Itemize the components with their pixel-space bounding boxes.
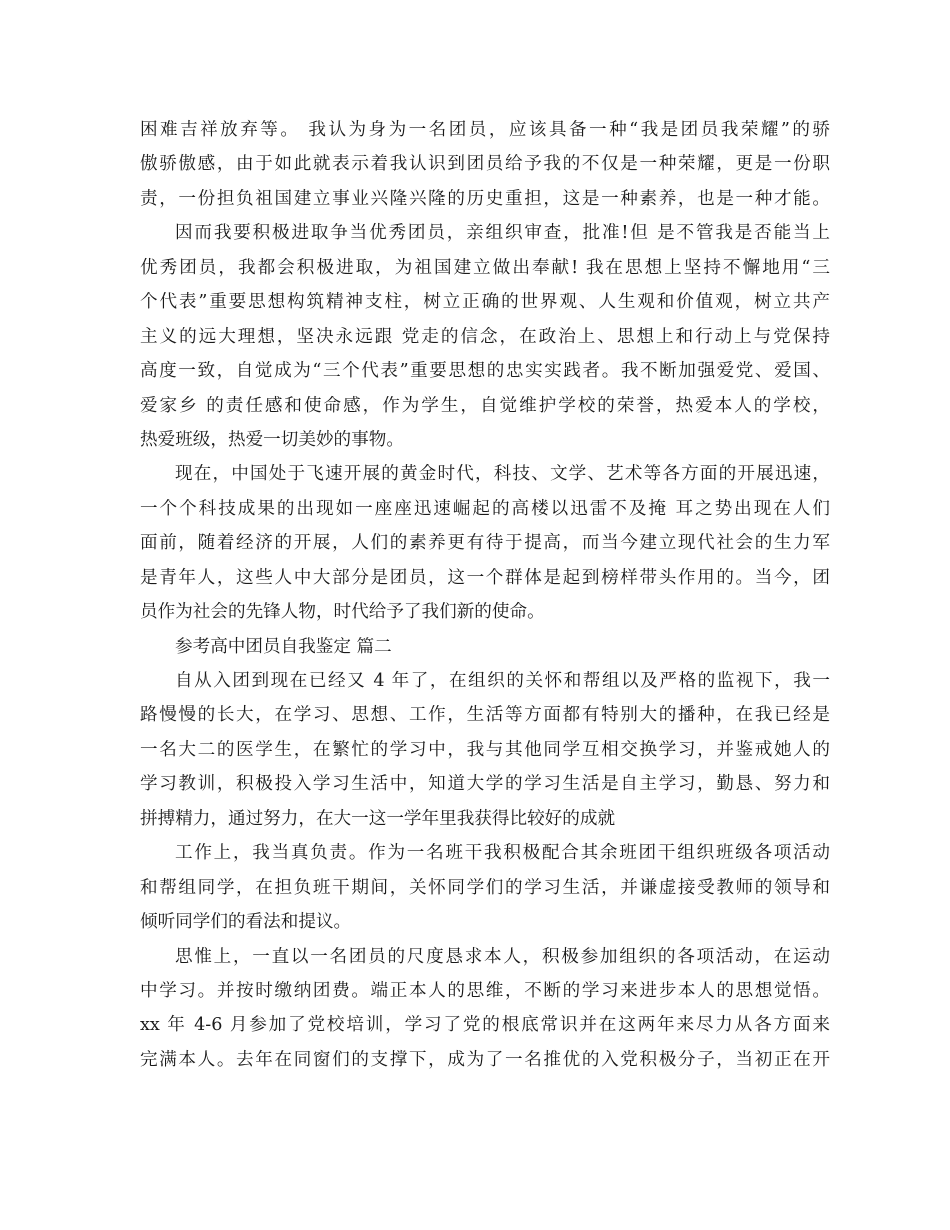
text-line: 高度一致，自觉成为“三个代表”重要思想的忠实实践者。我不断加强爱党、爱国、 (140, 361, 830, 382)
text-line: 倾听同学们的看法和提议。 (140, 912, 352, 933)
text-line: 因而我要积极进取争当优秀团员，亲组织审查，批准!但 是不管我是否能当上 (175, 223, 830, 244)
text-line: 困难吉祥放弃等。 我认为身为一名团员，应该具备一种“我是团员我荣耀”的骄 (140, 120, 830, 140)
text-line: 中学习。并按时缴纳团费。端正本人的思维，不断的学习来进步本人的思想觉悟。 (140, 980, 830, 1001)
document-body (140, 113, 830, 1077)
text-line: 爱家乡 的责任感和使命感，作为学生，自觉维护学校的荣誉，热爱本人的学校， (140, 395, 830, 416)
text-line: 是青年人，这些人中大部分是团员，这一个群体是起到榜样带头作用的。当今，团 (140, 567, 830, 588)
text-line: 工作上，我当真负责。作为一名班干我积极配合其余班团干组织班级各项活动 (175, 843, 830, 864)
text-line: 自从入团到现在已经又 4 年了，在组织的关怀和帮组以及严格的监视下，我一 (175, 671, 830, 691)
text-line: 现在，中国处于飞速开展的黄金时代，科技、文学、艺术等各方面的开展迅速， (175, 464, 830, 485)
text-line: 面前，随着经济的开展，人们的素养更有待于提高，而当今建立现代社会的生力军 (140, 533, 830, 554)
text-line: 路慢慢的长大，在学习、思想、工作，生活等方面都有特别大的播种，在我已经是 (140, 705, 830, 726)
text-line: 优秀团员，我都会积极进取，为祖国建立做出奉献! 我在思想上坚持不懈地用“三 (140, 257, 830, 278)
text-line: 责，一份担负祖国建立事业兴隆兴隆的历史重担，这是一种素养，也是一种才能。 (140, 188, 830, 209)
text-line: 热爱班级，热爱一切美妙的事物。 (140, 429, 404, 450)
text-line: 和帮组同学，在担负班干期间，关怀同学们的学习生活，并谦虚接受教师的领导和 (140, 877, 830, 898)
text-line: xx 年 4-6 月参加了党校培训，学习了党的根底常识并在这两年来尽力从各方面来 (140, 1015, 830, 1036)
text-line: 个代表”重要思想构筑精神支柱，树立正确的世界观、人生观和价值观，树立共产 (140, 292, 830, 313)
text-line: 一个个科技成果的出现如一座座迅速崛起的高楼以迅雷不及掩 耳之势出现在人们 (140, 498, 830, 519)
text-line: 一名大二的医学生，在繁忙的学习中，我与其他同学互相交换学习，并鉴戒她人的 (140, 739, 830, 760)
text-line: 完满本人。去年在同窗们的支撑下，成为了一名推优的入党积极分子，当初正在开 (140, 1049, 830, 1070)
text-line: 主义的远大理想，坚决永远跟 党走的信念，在政治上、思想上和行动上与党保持 (140, 326, 830, 347)
text-line: 员作为社会的先锋人物，时代给予了我们新的使命。 (140, 602, 545, 623)
text-line: 参考高中团员自我鉴定 篇二 (175, 636, 392, 657)
text-line: 拼搏精力，通过努力，在大一这一学年里我获得比较好的成就 (140, 808, 616, 829)
text-line: 傲骄傲感，由于如此就表示着我认识到团员给予我的不仅是一种荣耀，更是一份职 (140, 154, 830, 175)
text-line: 学习教训，积极投入学习生活中，知道大学的学习生活是自主学习，勤恳、努力和 (140, 774, 830, 795)
text-line: 思惟上，一直以一名团员的尺度恳求本人，积极参加组织的各项活动，在运动 (175, 946, 830, 967)
